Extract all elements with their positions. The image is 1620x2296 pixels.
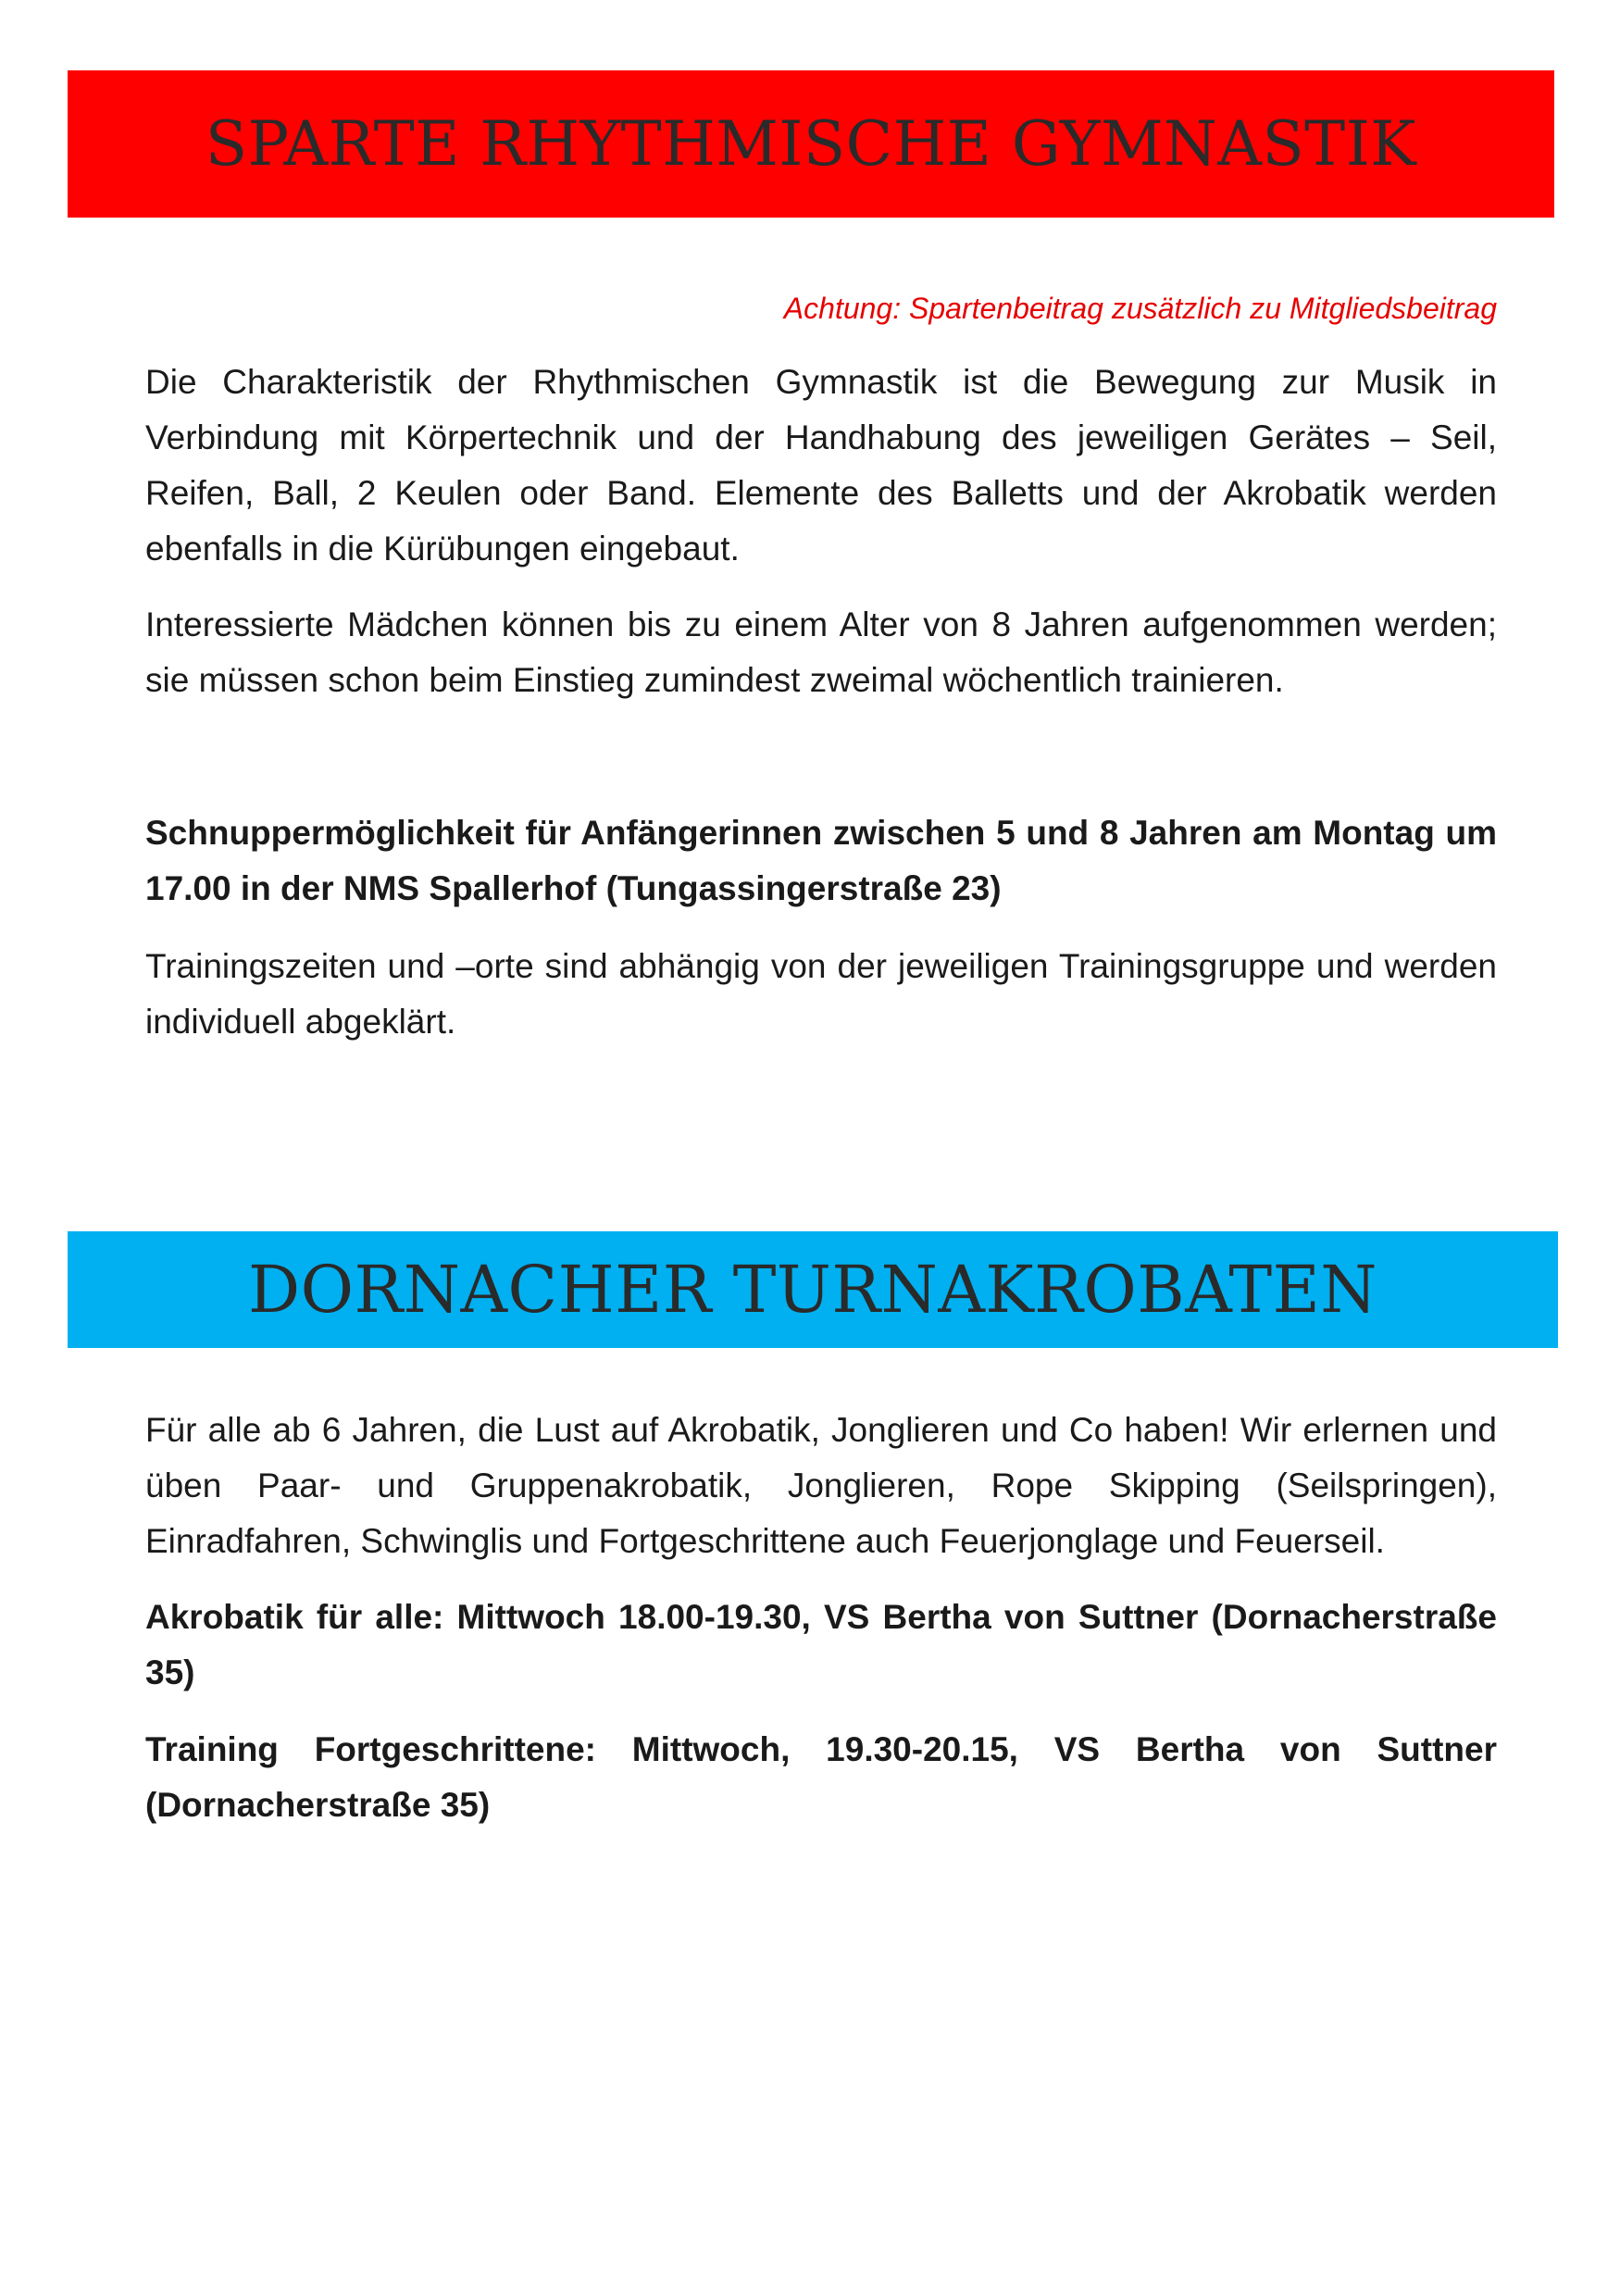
- section2-schedule-1: [145, 1590, 1497, 1701]
- section-title-turnakrobaten: DORNACHER TURNAKROBATEN: [248, 1252, 1377, 1328]
- section2-schedule-2: [145, 1722, 1497, 1833]
- training-times-info: Trainingszeiten und –orte sind abhängig von der jeweiligen Trainingsgruppe und werden individuell abgeklärt.: [145, 947, 1497, 1041]
- section1-trial: [145, 805, 1497, 917]
- trial-session-info: Schnuppermöglichkeit für Anfängerinnen zwischen 5 und 8 Jahren am Montag um 17.00 in der NMS Spallerhof (Tungassingerstraße 23): [145, 814, 1497, 907]
- section1-admission: [145, 597, 1497, 708]
- paragraph-characteristics: Die Charakteristik der Rhythmischen Gymnastik ist die Bewegung zur Musik in Verbindung mit Körpertechnik und der Handhabung des jeweiligen Gerätes – Seil, Reifen, Ball, 2 Keulen oder Band. Elemente des Balletts und der Akrobatik werden ebenfalls in die Kürübungen eingebaut.: [145, 363, 1497, 568]
- schedule-akrobatik-fuer-alle: Akrobatik für alle: Mittwoch 18.00-19.30, VS Bertha von Suttner (Dornacherstraße 35): [145, 1598, 1497, 1691]
- paragraph-admission: Interessierte Mädchen können bis zu einem Alter von 8 Jahren aufgenommen werden; sie müssen schon beim Einstieg zumindest zweimal wöchentlich trainieren.: [145, 605, 1497, 699]
- schedule-training-fortgeschrittene: Training Fortgeschrittene: Mittwoch, 19.30-20.15, VS Bertha von Suttner (Dornacherstraße 35): [145, 1730, 1497, 1824]
- section-banner-rhythmische-gymnastik: [68, 70, 1554, 218]
- paragraph-acrobatics-intro: Für alle ab 6 Jahren, die Lust auf Akrobatik, Jonglieren und Co haben! Wir erlernen und üben Paar- und Gruppenakrobatik, Jonglieren, Rope Skipping (Seilspringen), Einradfahren, Schwinglis und Fortgeschrittene auch Feuerjonglage und Feuerseil.: [145, 1411, 1497, 1560]
- section-title-rhythmische-gymnastik: SPARTE RHYTHMISCHE GYMNASTIK: [205, 108, 1417, 180]
- section1-description: [145, 355, 1497, 577]
- fee-notice: Achtung: Spartenbeitrag zusätzlich zu Mitgliedsbeitrag: [783, 292, 1497, 325]
- section-banner-turnakrobaten: [68, 1231, 1558, 1348]
- section2-intro: [145, 1403, 1497, 1569]
- section1-training: [145, 939, 1497, 1050]
